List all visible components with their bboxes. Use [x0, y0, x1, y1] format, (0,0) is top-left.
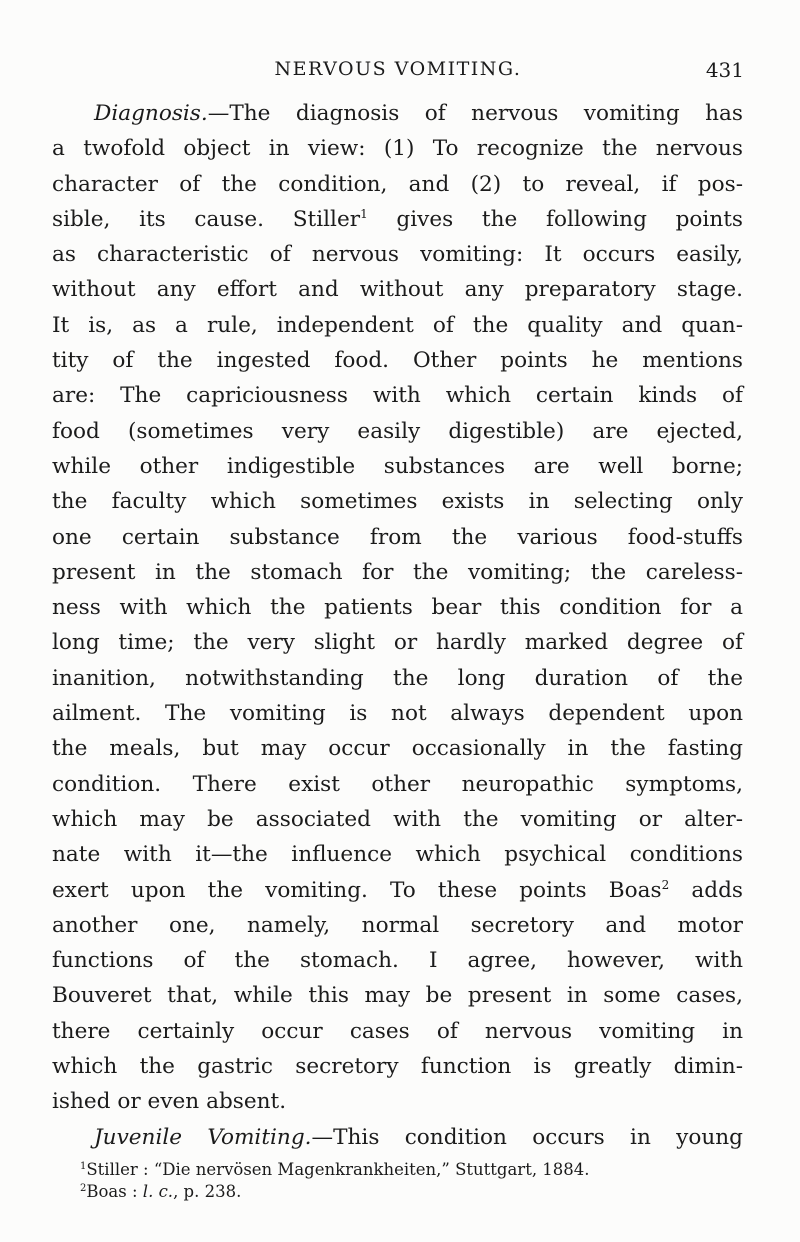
- text-line: without any effort and without any preparatory stage.: [52, 277, 743, 303]
- text-line: a twofold object in view: (1) To recognize the nervous: [52, 136, 743, 162]
- text-line: ished or even absent.: [52, 1089, 287, 1115]
- footnote-ref-1[interactable]: 1: [360, 206, 368, 221]
- text-line: It is, as a rule, independent of the quality and quan-: [52, 312, 743, 338]
- text-line: the faculty which sometimes exists in selecting only: [52, 489, 743, 515]
- text-line: another one, namely, normal secretory and motor: [52, 912, 743, 938]
- text-line: while other indigestible substances are well borne;: [52, 453, 743, 479]
- text-line: which the gastric secretory function is greatly dimin-: [52, 1054, 743, 1080]
- footnote-ref-2[interactable]: 2: [661, 877, 670, 892]
- text-line: which may be associated with the vomiting or alter-: [52, 806, 743, 832]
- text-line: there certainly occur cases of nervous vomiting in: [52, 1018, 743, 1044]
- text-line: ness with which the patients bear this condition for a: [52, 595, 743, 621]
- running-head: NERVOUS VOMITING.: [274, 58, 522, 80]
- text-line: sible, its cause. Stiller$^1$ gives the following points: [52, 206, 744, 232]
- text-line: Juvenile Vomiting.—This condition occurs in young: [94, 1124, 743, 1150]
- footnotes: [80, 1159, 743, 1203]
- text-line: as characteristic of nervous vomiting: It occurs easily,: [52, 242, 743, 268]
- text-line: condition. There exist other neuropathic symptoms,: [52, 771, 743, 797]
- text-line: ailment. The vomiting is not always dependent upon: [52, 701, 743, 727]
- section-heading-diagnosis: Diagnosis.: [94, 101, 208, 126]
- text-line: present in the stomach for the vomiting; the careless-: [52, 559, 743, 585]
- text-line: long time; the very slight or hardly marked degree of: [52, 630, 743, 656]
- footnote-2: $^2$Boas : l. c., p. 238.: [80, 1182, 242, 1201]
- text-line: Bouveret that, while this may be present in some cases,: [52, 983, 743, 1009]
- page-header: [52, 58, 744, 88]
- page-number: 431: [705, 58, 744, 82]
- text-line: functions of the stomach. I agree, however, with: [52, 948, 743, 974]
- section-heading-juvenile-vomiting: Juvenile Vomiting.: [94, 1124, 312, 1150]
- footnote-1: $^1$Stiller : “Die nervösen Magenkrankheiten,” Stuttgart, 1884.: [80, 1160, 590, 1179]
- text-line: one certain substance from the various food-stuffs: [52, 524, 743, 550]
- text-line: Diagnosis.—The diagnosis of nervous vomiting has: [94, 101, 743, 126]
- text-line: are: The capriciousness with which certain kinds of: [52, 383, 743, 409]
- text-line: the meals, but may occur occasionally in the fasting: [52, 736, 743, 762]
- text-line: nate with it—the influence which psychical conditions: [52, 842, 743, 868]
- text-line: tity of the ingested food. Other points he mentions: [52, 348, 743, 374]
- text-line: character of the condition, and (2) to reveal, if pos-: [52, 171, 743, 197]
- text-line: inanition, notwithstanding the long duration of the: [52, 665, 743, 691]
- text-line: exert upon the vomiting. To these points Boas$^2$ adds: [52, 877, 743, 903]
- body-text: [52, 96, 743, 1155]
- text-line: food (sometimes very easily digestible) are ejected,: [52, 418, 743, 444]
